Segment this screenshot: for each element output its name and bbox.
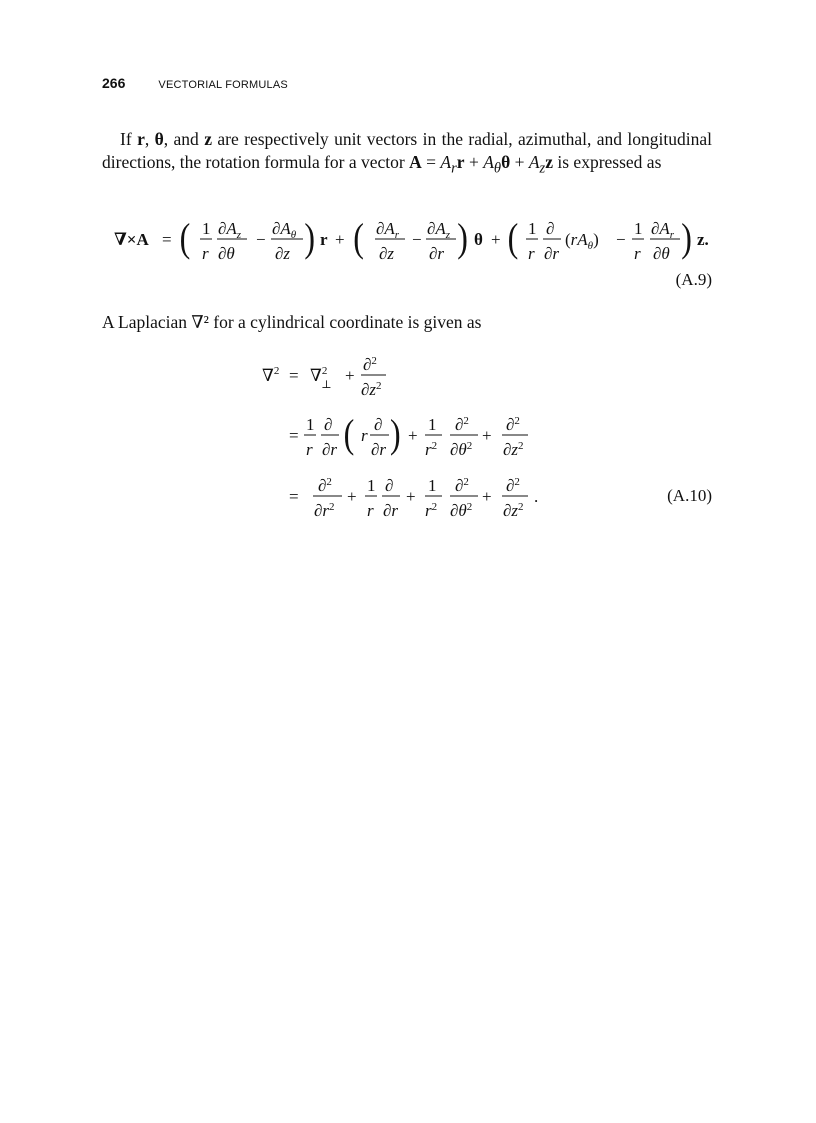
svg-text:r: r xyxy=(528,244,535,263)
svg-text:∂θ2: $\partial\theta^2$ xyxy=(450,501,473,520)
equation-a10 xyxy=(262,350,562,530)
svg-text:1: 1 xyxy=(428,476,437,495)
svg-text:∂z: ∂z xyxy=(275,244,291,263)
equation-a10-graphic xyxy=(262,350,562,530)
svg-text:∂r: ∂r xyxy=(429,244,445,263)
svg-text:): ) xyxy=(681,215,692,260)
equation-number-a10: (A.10) xyxy=(667,486,712,505)
svg-text:∂r: ∂r xyxy=(322,440,338,459)
svg-text:−: − xyxy=(412,230,422,249)
svg-text:z.: z. xyxy=(697,230,709,249)
svg-text:(: ( xyxy=(353,215,364,260)
paragraph-rotation-intro: If r, θ, and z are respectively unit vectors in the radial, azimuthal, and longitudinal directions, the rotation formula for a vector $A = A_rr + A_\theta\theta + A_zz$ is expressed as xyxy=(102,129,713,177)
svg-text:∂Ar: $\partial A_r$ xyxy=(651,219,675,241)
svg-text:∂z2: $\partial z^2$ xyxy=(361,380,382,399)
svg-text:∂2: ∂$^2$ xyxy=(363,355,377,374)
svg-text:∂Az: $\partial A_z$ xyxy=(218,219,242,241)
svg-text:−: − xyxy=(256,230,266,249)
svg-text:r2: $r^2$ xyxy=(425,501,438,520)
svg-text:∂: ∂ xyxy=(324,415,333,434)
svg-text:r: r xyxy=(306,440,313,459)
svg-text:r: r xyxy=(320,230,328,249)
svg-text:∂: ∂ xyxy=(546,219,555,238)
svg-text:∂r2: $\partial r^2$ xyxy=(314,501,335,520)
page-header xyxy=(102,75,288,91)
svg-text:θ: θ xyxy=(474,230,483,249)
page-number: 266 xyxy=(102,75,126,91)
svg-text:+: + xyxy=(347,487,357,506)
svg-text:1: 1 xyxy=(634,219,643,238)
svg-text:(: ( xyxy=(343,411,355,456)
svg-text:∇2⊥: ∇$^2$ ⊥ xyxy=(310,365,332,391)
svg-text:∂r: ∂r xyxy=(544,244,560,263)
svg-text:r2: $r^2$ xyxy=(425,440,438,459)
svg-text:∂2: ∂$^2$ xyxy=(506,476,520,495)
equation-a9-graphic xyxy=(114,208,714,268)
svg-text:(: ( xyxy=(507,215,519,260)
svg-text:=: = xyxy=(289,426,299,445)
svg-text:∂Az: $\partial A_z$ xyxy=(427,219,451,241)
svg-text:1: 1 xyxy=(306,415,315,434)
svg-text:+: + xyxy=(482,487,492,506)
svg-text:∂2: ∂$^2$ xyxy=(506,415,520,434)
svg-text:∂θ2: $\partial\theta^2$ xyxy=(450,440,473,459)
svg-text:r: r xyxy=(202,244,209,263)
svg-text:∂: ∂ xyxy=(374,415,383,434)
svg-text:1: 1 xyxy=(528,219,537,238)
svg-text:∂Ar: $\partial A_r$ xyxy=(376,219,400,241)
unit-vector-z: z xyxy=(204,129,212,149)
equation-number-a9: (A.9) xyxy=(675,270,712,289)
running-title: VECTORIAL FORMULAS xyxy=(158,79,288,91)
equation-a9 xyxy=(114,208,714,268)
svg-text:1: 1 xyxy=(202,219,211,238)
svg-text:−: − xyxy=(616,230,626,249)
svg-text:r: r xyxy=(367,501,374,520)
paragraph-laplacian-intro: A Laplacian ∇² for a cylindrical coordinate is given as xyxy=(102,312,482,332)
svg-text:∂z2: $\partial z^2$ xyxy=(503,501,524,520)
svg-text:): ) xyxy=(457,215,468,260)
svg-text:+: + xyxy=(482,426,492,445)
unit-vector-r: r xyxy=(137,129,145,149)
svg-text:r: r xyxy=(634,244,641,263)
svg-text:∂2: ∂$^2$ xyxy=(318,476,332,495)
svg-text:+: + xyxy=(406,487,416,506)
svg-text:∇×A: ∇×A xyxy=(114,230,149,249)
svg-text:1: 1 xyxy=(367,476,376,495)
vector-a-expression: $A = A_rr + A_\theta\theta + A_zz$ xyxy=(409,152,553,177)
svg-text:∂θ: ∂θ xyxy=(218,244,235,263)
svg-text:=: = xyxy=(289,487,299,506)
svg-text:+: + xyxy=(491,230,501,249)
svg-text:∂2: ∂$^2$ xyxy=(455,476,469,495)
svg-text:(: ( xyxy=(179,215,191,260)
svg-text:∂r: ∂r xyxy=(371,440,387,459)
svg-text:∂z: ∂z xyxy=(379,244,395,263)
svg-text:r: r xyxy=(361,426,368,445)
svg-text:∂2: ∂$^2$ xyxy=(455,415,469,434)
svg-text:+: + xyxy=(345,366,355,385)
svg-text:=: = xyxy=(289,366,299,385)
svg-text:∇2: ∇$^2$ xyxy=(262,365,280,385)
svg-text:1: 1 xyxy=(428,415,437,434)
svg-text:.: . xyxy=(534,487,539,506)
svg-text:): ) xyxy=(304,215,316,260)
svg-text:∂θ: ∂θ xyxy=(653,244,670,263)
svg-text:∂: ∂ xyxy=(385,476,394,495)
svg-text:∂Aθ: $\partial A_\theta$ xyxy=(272,219,297,241)
svg-text:=: = xyxy=(162,230,172,249)
svg-text:+: + xyxy=(408,426,418,445)
svg-text:+: + xyxy=(335,230,345,249)
svg-text:): ) xyxy=(390,411,401,456)
laplacian-symbol: ∇² xyxy=(191,312,209,332)
svg-text:∂z2: $\partial z^2$ xyxy=(503,440,524,459)
unit-vector-theta: θ xyxy=(154,129,164,149)
svg-text:∂r: ∂r xyxy=(383,501,399,520)
svg-text:(rAθ): $(rA_\theta)$ xyxy=(565,230,599,252)
